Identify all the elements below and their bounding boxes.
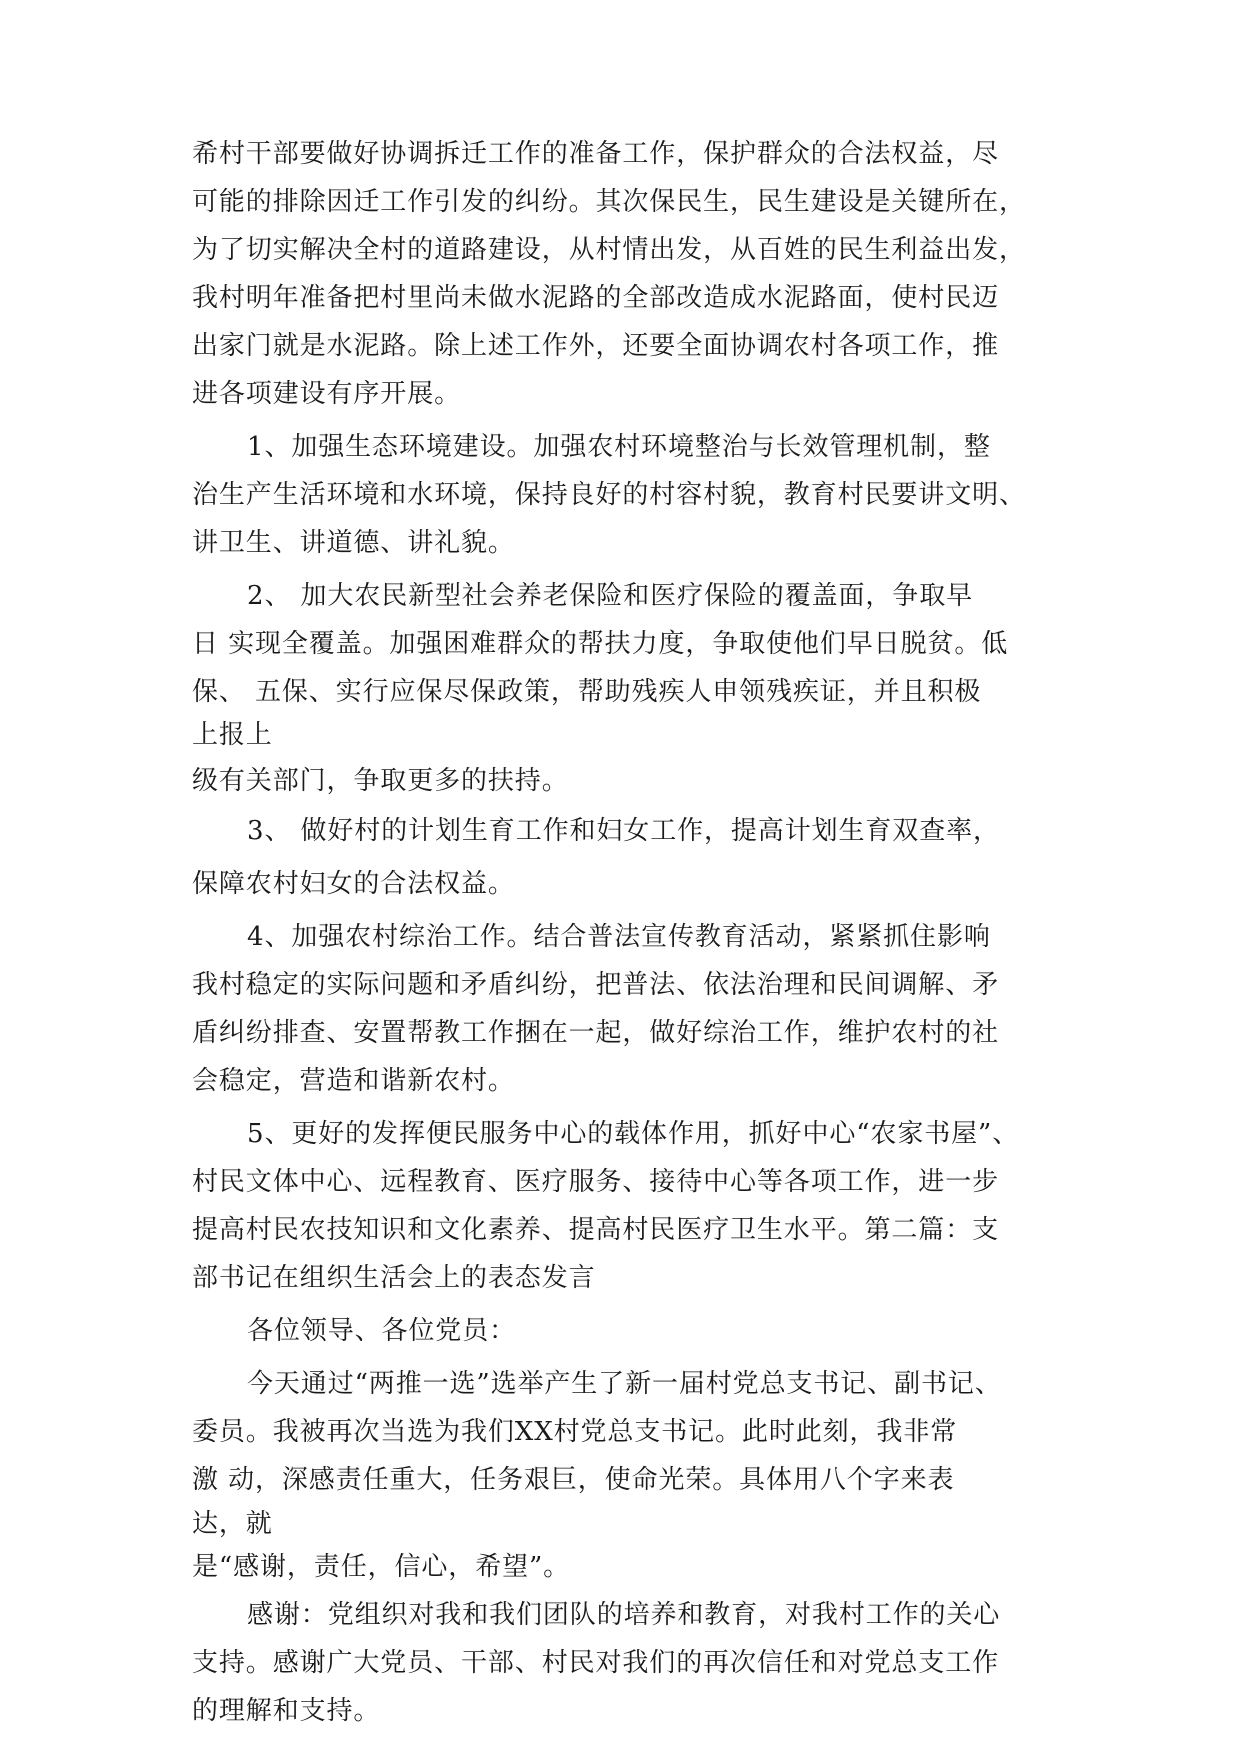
body-line: 感谢：党组织对我和我们团队的培养和教育，对我村工作的关心 [247,1600,1001,1630]
list-item-1-line: 1、加强生态环境建设。加强农村环境整治与长效管理机制，整 [247,432,991,462]
body-line: 保障农村妇女的合法权益。 [192,869,515,899]
body-line: 委员。我被再次当选为我们XX村党总支书记。此时此刻，我非常 [192,1417,958,1447]
body-line: 希村干部要做好协调拆迁工作的准备工作，保护群众的合法权益，尽 [192,139,1000,169]
list-item-5-line: 5、更好的发挥便民服务中心的载体作用，抓好中心“农家书屋”、 [247,1119,1020,1149]
list-item-3-line: 3、 做好村的计划生育工作和妇女工作，提高计划生育双查率， [247,816,1000,846]
body-line: 盾纠纷排查、安置帮教工作捆在一起，做好综治工作，维护农村的社 [192,1018,1000,1048]
body-line: 日 实现全覆盖。加强困难群众的帮扶力度，争取使他们早日脱贫。低 [192,629,1009,659]
body-line: 保、 五保、实行应保尽保政策，帮助残疾人申领残疾证，并且积极 [192,677,982,707]
body-line: 我村明年准备把村里尚未做水泥路的全部改造成水泥路面，使村民迈 [192,283,1000,313]
body-line: 支持。感谢广大党员、干部、村民对我们的再次信任和对党总支工作 [192,1648,1000,1678]
body-line: 激 动，深感责任重大，任务艰巨，使命光荣。具体用八个字来表 [192,1465,955,1495]
body-line: 进各项建设有序开展。 [192,379,462,409]
salutation: 各位领导、各位党员： [247,1316,517,1346]
body-line: 今天通过“两推一选”选举产生了新一届村党总支书记、副书记、 [247,1369,1002,1399]
body-line: 村民文体中心、远程教育、医疗服务、接待中心等各项工作，进一步 [192,1167,1000,1197]
body-line: 治生产生活环境和水环境，保持良好的村容村貌，教育村民要讲文明、 [192,480,1026,510]
body-line: 达，就 [192,1509,273,1539]
body-line: 是“感谢，责任，信心，希望”。 [192,1552,571,1582]
body-line: 部书记在组织生活会上的表态发言 [192,1263,596,1293]
body-line: 讲卫生、讲道德、讲礼貌。 [192,528,515,558]
body-line: 的理解和支持。 [192,1696,381,1726]
body-line: 上报上 [192,720,273,750]
body-line: 会稳定，营造和谐新农村。 [192,1066,515,1096]
body-line: 级有关部门，争取更多的扶持。 [192,766,569,796]
body-line: 我村稳定的实际问题和矛盾纠纷，把普法、依法治理和民间调解、矛 [192,970,1000,1000]
body-line: 出家门就是水泥路。除上述工作外，还要全面协调农村各项工作，推 [192,331,1000,361]
list-item-2-line: 2、 加大农民新型社会养老保险和医疗保险的覆盖面，争取早 [247,581,974,611]
body-line: 提高村民农技知识和文化素养、提高村民医疗卫生水平。第二篇：支 [192,1215,1000,1245]
body-line: 为了切实解决全村的道路建设，从村情出发，从百姓的民生利益出发， [192,235,1026,265]
body-line: 可能的排除因迁工作引发的纠纷。其次保民生，民生建设是关键所在， [192,187,1026,217]
list-item-4-line: 4、加强农村综治工作。结合普法宣传教育活动，紧紧抓住影响 [247,922,991,952]
